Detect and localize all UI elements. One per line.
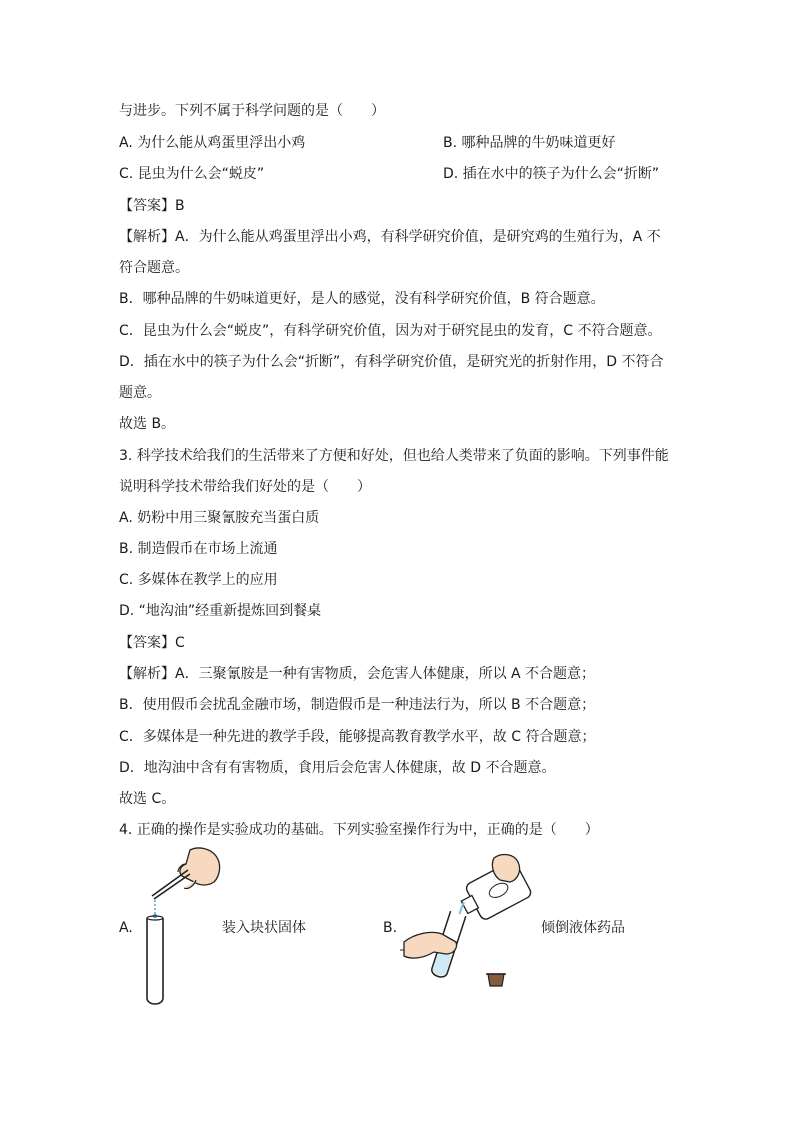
q2-analysis-line: 题意。: [119, 385, 161, 401]
q3-conclusion: 故选 C。: [119, 791, 176, 807]
q3-option-c: C. 多媒体在教学上的应用: [119, 572, 278, 588]
q2-option-b: B. 哪种品牌的牛奶味道更好: [443, 135, 616, 151]
q3-analysis-line: B．使用假币会扰乱金融市场，制造假币是一种违法行为，所以 B 不合题意；: [119, 697, 596, 713]
q2-option-a: A. 为什么能从鸡蛋里浮出小鸡: [119, 135, 306, 151]
q3-analysis-line: D．地沟油中含有有害物质，食用后会危害人体健康，故 D 不合题意。: [119, 760, 556, 776]
q3-option-a: A. 奶粉中用三聚氰胺充当蛋白质: [119, 510, 320, 526]
figure-b-caption: 倾倒液体药品: [541, 920, 625, 936]
figure-b-pouring-liquid-illustration: [400, 850, 545, 995]
q2-option-c: C. 昆虫为什么会“蜕皮”: [119, 166, 265, 182]
q3-option-b: B. 制造假币在市场上流通: [119, 541, 278, 557]
q3-answer: 【答案】C: [119, 635, 185, 651]
q3-analysis-line: 【解析】A．三聚氰胺是一种有害物质，会危害人体健康，所以 A 不合题意；: [119, 666, 596, 682]
q3-analysis-line: C．多媒体是一种先进的教学手段，能够提高教育教学水平，故 C 符合题意；: [119, 729, 596, 745]
figure-a-tweezers-test-tube-illustration: [138, 842, 228, 1012]
figure-a-letter: A.: [119, 920, 133, 936]
figure-b-letter: B.: [383, 920, 398, 936]
q2-conclusion: 故选 B。: [119, 416, 176, 432]
q2-answer: 【答案】B: [119, 198, 185, 214]
q3-stem-line: 说明科学技术带给我们好处的是（ ）: [119, 479, 371, 495]
q3-option-d: D. “地沟油”经重新提炼回到餐桌: [119, 603, 322, 619]
q2-option-d: D. 插在水中的筷子为什么会“折断”: [443, 166, 660, 182]
q2-analysis-line: 【解析】A．为什么能从鸡蛋里浮出小鸡，有科学研究价值，是研究鸡的生殖行为，A 不: [119, 229, 661, 245]
q2-analysis-line: C．昆虫为什么会“蜕皮”，有科学研究价值，因为对于研究昆虫的发育，C 不符合题意。: [119, 323, 662, 339]
figure-a-caption: 装入块状固体: [222, 920, 306, 936]
q2-stem: 与进步。下列不属于科学问题的是（ ）: [119, 103, 385, 119]
q2-analysis-line: B．哪种品牌的牛奶味道更好，是人的感觉，没有科学研究价值，B 符合题意。: [119, 291, 605, 307]
q2-analysis-line: 符合题意。: [119, 260, 189, 276]
q2-analysis-line: D．插在水中的筷子为什么会“折断”，有科学研究价值，是研究光的折射作用，D 不符合: [119, 354, 664, 370]
q4-stem: 4. 正确的操作是实验成功的基础。下列实验室操作行为中，正确的是（ ）: [119, 822, 599, 838]
q3-stem-line: 3. 科学技术给我们的生活带来了方便和好处，但也给人类带来了负面的影响。下列事件能: [119, 448, 669, 464]
